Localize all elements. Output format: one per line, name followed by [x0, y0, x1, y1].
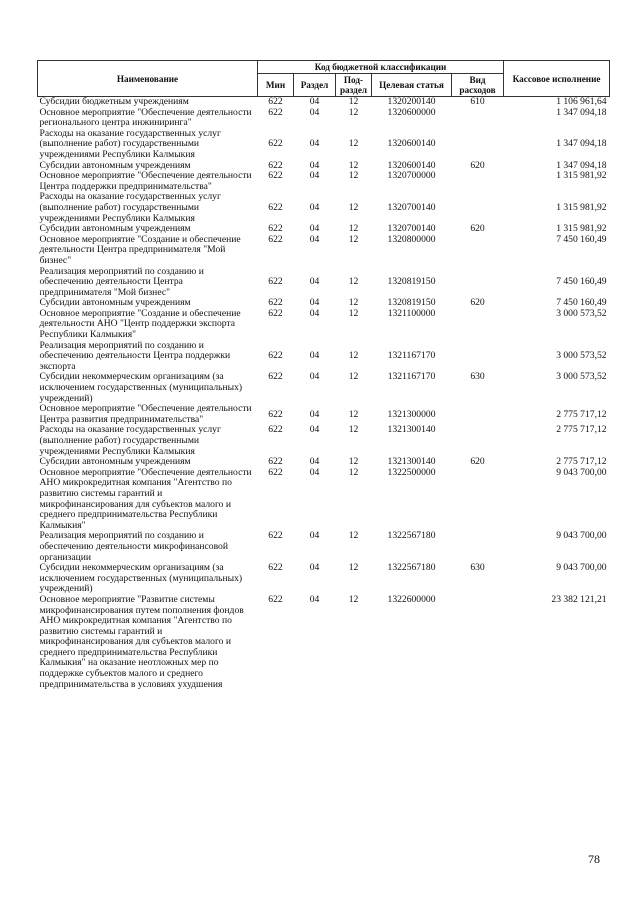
- cell-vid: [452, 129, 504, 161]
- cell-vid: [452, 267, 504, 299]
- cell-podrazdel: 12: [348, 201, 359, 213]
- cell-min: 622: [268, 456, 283, 468]
- cell-target: 1322500000: [387, 466, 436, 478]
- table-row: [38, 563, 610, 595]
- cell-amount: 2 775 717,12: [556, 408, 607, 420]
- table-row: [38, 531, 610, 563]
- table-row: [38, 341, 610, 373]
- table-row: [38, 309, 610, 341]
- cell-podrazdel: 12: [348, 233, 359, 245]
- cell-name: Субсидии автономным учреждениям: [39, 456, 191, 468]
- header-name: Наименование: [38, 61, 258, 97]
- header-target: Целевая статья: [372, 74, 452, 97]
- cell-amount: 1 347 094,18: [556, 159, 607, 171]
- cell-target: 1321100000: [387, 307, 436, 319]
- cell-razdel: 04: [309, 456, 320, 468]
- cell-razdel: 04: [309, 201, 320, 213]
- cell-target: 1320200140: [387, 96, 436, 107]
- cell-podrazdel: 12: [348, 159, 359, 171]
- cell-razdel: 04: [309, 138, 320, 150]
- cell-target: 1321300140: [387, 456, 436, 468]
- cell-min: 622: [268, 223, 283, 235]
- cell-min: 622: [268, 562, 283, 574]
- cell-name: Расходы на оказание государственных услуг (выполнение работ) государственными учреждениями Республики Калмыкия: [39, 191, 221, 224]
- table-row: [38, 235, 610, 267]
- cell-amount: 1 106 961,64: [556, 96, 607, 107]
- cell-vid: [452, 595, 504, 690]
- cell-razdel: 04: [309, 276, 320, 288]
- table-row: [38, 192, 610, 224]
- cell-target: 1322567180: [387, 562, 436, 574]
- cell-min: 622: [268, 276, 283, 288]
- cell-min: 622: [268, 297, 283, 309]
- cell-razdel: 04: [309, 371, 320, 383]
- cell-target: 1320600140: [387, 159, 436, 171]
- cell-min: 622: [268, 106, 283, 118]
- cell-razdel: 04: [309, 170, 320, 182]
- cell-target: 1320819150: [387, 297, 436, 309]
- cell-podrazdel: 12: [348, 408, 359, 420]
- cell-name: Основное мероприятие "Обеспечение деятельности Центра поддержки предпринимательства": [39, 170, 252, 192]
- cell-razdel: 04: [309, 424, 320, 436]
- cell-razdel: 04: [309, 408, 320, 420]
- cell-name: Субсидии автономным учреждениям: [39, 223, 191, 235]
- cell-vid: [452, 309, 504, 341]
- cell-name: Субсидии автономным учреждениям: [39, 159, 191, 171]
- cell-amount: 1 347 094,18: [556, 138, 607, 150]
- header-podrazdel: Под-раздел: [336, 74, 372, 97]
- cell-amount: 7 450 160,49: [556, 233, 607, 245]
- table-row: [38, 129, 610, 161]
- table-row: [38, 267, 610, 299]
- cell-name: Основное мероприятие "Создание и обеспечение деятельности Центра предпринимателя "Мой бизнес": [39, 233, 241, 266]
- cell-vid: [452, 171, 504, 192]
- cell-razdel: 04: [309, 96, 320, 107]
- cell-target: 1321300000: [387, 408, 436, 420]
- cell-podrazdel: 12: [348, 593, 359, 605]
- cell-podrazdel: 12: [348, 371, 359, 383]
- cell-min: 622: [268, 593, 283, 605]
- table-row: [38, 372, 610, 404]
- cell-amount: 1 315 981,92: [556, 170, 607, 182]
- cell-amount: 2 775 717,12: [556, 456, 607, 468]
- cell-amount: 1 315 981,92: [556, 223, 607, 235]
- cell-razdel: 04: [309, 466, 320, 478]
- cell-target: 1320600000: [387, 106, 436, 118]
- cell-amount: 9 043 700,00: [556, 530, 607, 542]
- budget-table: [37, 60, 610, 690]
- cell-target: 1320700140: [387, 201, 436, 213]
- header-vid: Вид расходов: [452, 74, 504, 97]
- cell-podrazdel: 12: [348, 96, 359, 107]
- cell-target: 1320600140: [387, 138, 436, 150]
- cell-vid: 620: [470, 223, 485, 235]
- cell-name: Субсидии бюджетным учреждениям: [39, 96, 189, 107]
- cell-amount: 1 315 981,92: [556, 201, 607, 213]
- cell-vid: [452, 531, 504, 563]
- cell-podrazdel: 12: [348, 307, 359, 319]
- cell-name: Реализация мероприятий по созданию и обеспечению деятельности Центра предпринимателя "Мой бизнес": [39, 265, 204, 298]
- cell-vid: [452, 341, 504, 373]
- table-row: [38, 108, 610, 129]
- cell-podrazdel: 12: [348, 297, 359, 309]
- cell-amount: 2 775 717,12: [556, 424, 607, 436]
- cell-podrazdel: 12: [348, 350, 359, 362]
- cell-vid: 630: [470, 562, 485, 574]
- header-razdel: Раздел: [294, 74, 336, 97]
- cell-razdel: 04: [309, 233, 320, 245]
- cell-name: Расходы на оказание государственных услуг (выполнение работ) государственными учреждениями Республики Калмыкия: [39, 424, 221, 457]
- cell-min: 622: [268, 233, 283, 245]
- cell-podrazdel: 12: [348, 223, 359, 235]
- cell-min: 622: [268, 159, 283, 171]
- cell-razdel: 04: [309, 307, 320, 319]
- cell-amount: 1 347 094,18: [556, 106, 607, 118]
- table-row: [38, 404, 610, 425]
- table-row: [38, 97, 610, 108]
- header-cash: Кассовое исполнение: [504, 61, 610, 97]
- cell-razdel: 04: [309, 297, 320, 309]
- cell-name: Реализация мероприятий по созданию и обеспечению деятельности Центра поддержки экспорта: [39, 339, 231, 372]
- cell-amount: 9 043 700,00: [556, 466, 607, 478]
- cell-min: 622: [268, 201, 283, 213]
- cell-amount: 7 450 160,49: [556, 297, 607, 309]
- cell-razdel: 04: [309, 106, 320, 118]
- table-header: [38, 61, 610, 97]
- cell-podrazdel: 12: [348, 466, 359, 478]
- cell-target: 1322600000: [387, 593, 436, 605]
- cell-name: Расходы на оказание государственных услуг (выполнение работ) государственными учреждениями Республики Калмыкия: [39, 127, 221, 160]
- table-row: [38, 171, 610, 192]
- cell-razdel: 04: [309, 530, 320, 542]
- cell-vid: [452, 468, 504, 532]
- cell-min: 622: [268, 530, 283, 542]
- cell-podrazdel: 12: [348, 562, 359, 574]
- cell-target: 1320700140: [387, 223, 436, 235]
- cell-razdel: 04: [309, 562, 320, 574]
- cell-min: 622: [268, 350, 283, 362]
- cell-razdel: 04: [309, 593, 320, 605]
- cell-amount: 9 043 700,00: [556, 562, 607, 574]
- cell-razdel: 04: [309, 159, 320, 171]
- cell-target: 1321167170: [387, 350, 436, 362]
- cell-vid: 620: [470, 297, 485, 309]
- budget-table-sheet: [37, 60, 609, 690]
- cell-amount: 7 450 160,49: [556, 276, 607, 288]
- cell-target: 1321300140: [387, 424, 436, 436]
- cell-amount: 3 000 573,52: [556, 350, 607, 362]
- cell-min: 622: [268, 466, 283, 478]
- cell-min: 622: [268, 424, 283, 436]
- cell-amount: 23 382 121,21: [551, 593, 607, 605]
- cell-target: 1322567180: [387, 530, 436, 542]
- cell-min: 622: [268, 408, 283, 420]
- cell-name: Реализация мероприятий по созданию и обеспечению деятельности микрофинансовой организации: [39, 530, 228, 563]
- cell-min: 622: [268, 138, 283, 150]
- cell-razdel: 04: [309, 223, 320, 235]
- header-min: Мин: [258, 74, 294, 97]
- cell-target: 1320800000: [387, 233, 436, 245]
- cell-vid: [452, 235, 504, 267]
- cell-name: Субсидии некоммерческим организациям (за исключением государственных (муниципальных) учреждений): [39, 371, 243, 404]
- table-row: [38, 595, 610, 690]
- cell-name: Основное мероприятие "Развитие системы микрофинансирования путем пополнения фондов АНО микрокредитная компания "Агентство по развитию системы гарантий и микрофинансирования для субъектов малого и среднего предпринимательства Республики Калмыкия" на оказание неотложных мер по поддержке субъектов малого и среднего предпринимательства в условиях ухудшения: [39, 593, 244, 690]
- cell-amount: 3 000 573,52: [556, 371, 607, 383]
- cell-podrazdel: 12: [348, 456, 359, 468]
- cell-name: Основное мероприятие "Обеспечение деятельности регионального центра инжиниринга": [39, 106, 252, 129]
- cell-vid: [452, 108, 504, 129]
- cell-podrazdel: 12: [348, 138, 359, 150]
- cell-name: Основное мероприятие "Создание и обеспечение деятельности АНО "Центр поддержки экспорта Республики Калмыкия": [39, 307, 241, 341]
- cell-target: 1320700000: [387, 170, 436, 182]
- cell-name: Основное мероприятие "Обеспечение деятельности Центра развития предпринимательства": [39, 403, 252, 425]
- cell-min: 622: [268, 96, 283, 107]
- cell-vid: [452, 425, 504, 457]
- page-number: 78: [588, 852, 600, 866]
- table-body: [38, 97, 610, 691]
- cell-podrazdel: 12: [348, 530, 359, 542]
- cell-amount: 3 000 573,52: [556, 307, 607, 319]
- cell-podrazdel: 12: [348, 424, 359, 436]
- cell-podrazdel: 12: [348, 106, 359, 118]
- table-row: [38, 425, 610, 457]
- cell-vid: 620: [470, 456, 485, 468]
- cell-podrazdel: 12: [348, 170, 359, 182]
- cell-vid: 620: [470, 159, 485, 171]
- cell-razdel: 04: [309, 350, 320, 362]
- cell-name: Субсидии автономным учреждениям: [39, 297, 191, 309]
- cell-podrazdel: 12: [348, 276, 359, 288]
- cell-name: Основное мероприятие "Обеспечение деятельности АНО микрокредитная компания "Агентство по развитию системы гарантий и микрофинансирования для субъектов малого и среднего предпринимательства Республики Калмыкия": [39, 466, 252, 531]
- cell-target: 1321167170: [387, 371, 436, 383]
- cell-vid: 610: [470, 96, 485, 107]
- header-code-group: Код бюджетной классификации: [258, 61, 504, 74]
- cell-min: 622: [268, 371, 283, 383]
- table-row: [38, 468, 610, 532]
- cell-vid: [452, 192, 504, 224]
- cell-name: Субсидии некоммерческим организациям (за исключением государственных (муниципальных) учреждений): [39, 562, 243, 595]
- cell-vid: [452, 404, 504, 425]
- cell-vid: 630: [470, 371, 485, 383]
- cell-min: 622: [268, 170, 283, 182]
- cell-target: 1320819150: [387, 276, 436, 288]
- cell-min: 622: [268, 307, 283, 319]
